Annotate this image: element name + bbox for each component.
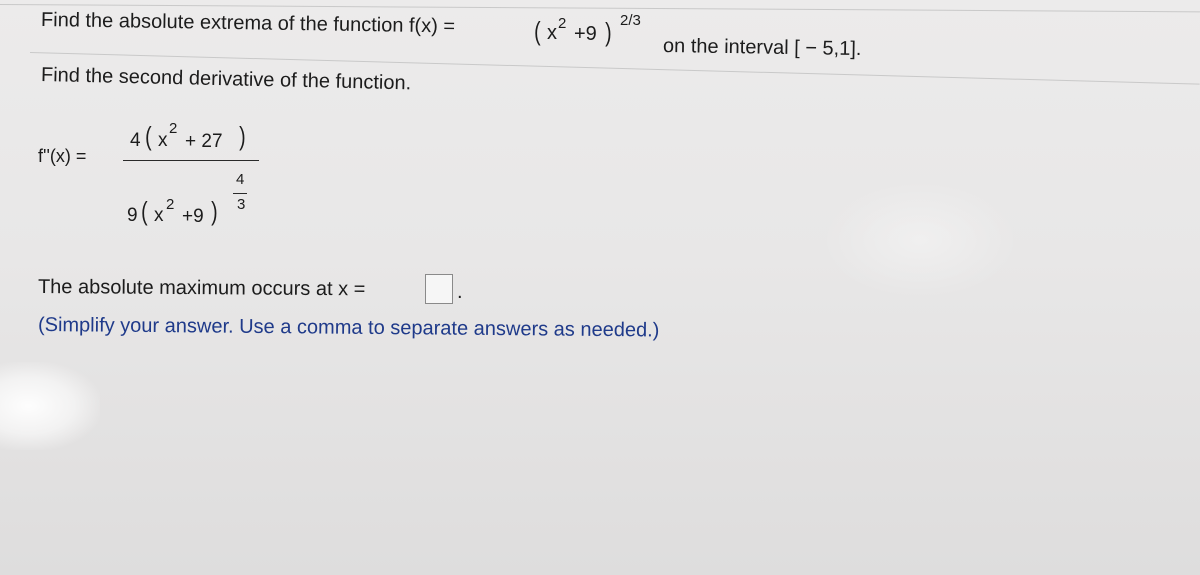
question-period: . (457, 281, 463, 303)
numerator-close-paren: ) (239, 121, 246, 151)
derivative-label: f''(x) = (38, 146, 87, 166)
answer-input[interactable] (425, 274, 453, 304)
function-base: x (547, 22, 557, 44)
function-base-exponent: 2 (558, 15, 567, 32)
denominator-exponent: 2 (166, 196, 175, 213)
function-constant: +9 (574, 23, 597, 45)
numerator-exponent: 2 (169, 120, 178, 137)
numerator-open-paren: ( (145, 121, 152, 151)
power-denominator: 3 (237, 196, 246, 213)
screen-glare-soft (820, 180, 1020, 300)
power-numerator: 4 (236, 171, 245, 188)
denominator-coefficient: 9 (127, 205, 138, 226)
numerator-variable: x (158, 130, 168, 151)
step-instruction: Find the second derivative of the function. (40, 64, 412, 95)
problem-intro: Find the absolute extrema of the function f(x) = (40, 9, 456, 38)
function-outer-exponent: 2/3 (620, 12, 641, 29)
denominator-constant: +9 (182, 206, 204, 227)
question-prompt: The absolute maximum occurs at x = (37, 276, 366, 301)
fraction-bar (123, 160, 259, 161)
open-paren: ( (534, 16, 541, 46)
interval-text: on the interval [ − 5,1]. (662, 35, 862, 61)
power-fraction-bar (233, 193, 247, 194)
screen-glare (0, 362, 100, 450)
denominator-open-paren: ( (141, 196, 148, 226)
numerator-constant: + 27 (185, 131, 223, 152)
denominator-close-paren: ) (211, 196, 218, 226)
numerator-coefficient: 4 (130, 130, 141, 151)
close-paren: ) (605, 17, 612, 47)
denominator-variable: x (154, 205, 164, 226)
answer-hint: (Simplify your answer. Use a comma to separate answers as needed.) (37, 314, 660, 342)
